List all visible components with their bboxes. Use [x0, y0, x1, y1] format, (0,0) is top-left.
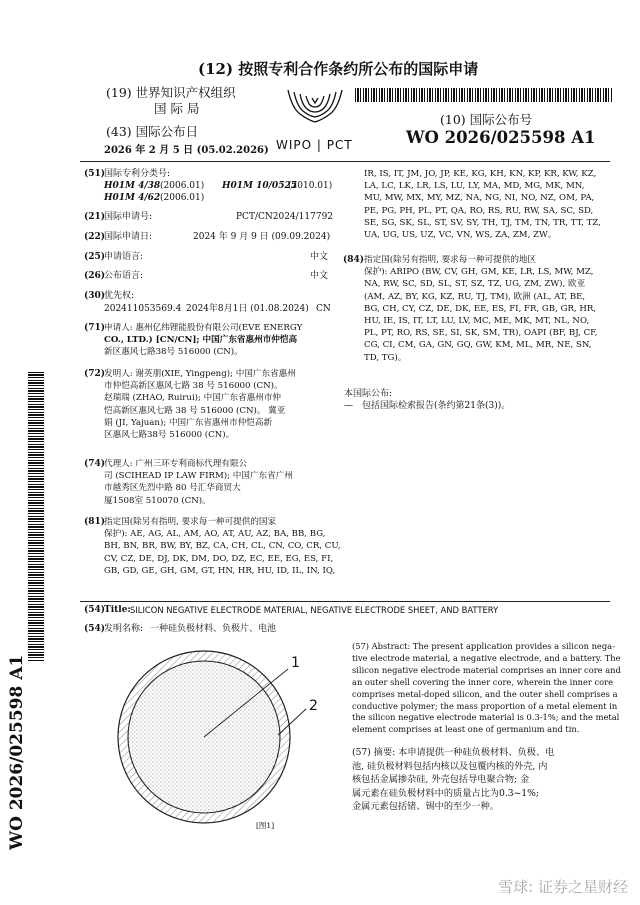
abstract-en-line-7: the silicon negative electrode material is 0.3-1%; and the metal [352, 712, 620, 723]
field-21-label: 国际申请号: [104, 212, 153, 222]
field-22-label: 国际申请日: [104, 232, 153, 242]
abstract-en-line-2: tive electrode material, a negative electrode, and a battery. The [352, 652, 621, 663]
agent-line-3: 市越秀区先烈中路 80 号汇华商贸大 [104, 483, 241, 494]
field-72-num: (72) [84, 369, 106, 379]
regional-line-1: 指定国(除另有指明, 要求每一种可提供的地区 [364, 255, 537, 265]
regional-line-8: CG, CI, CM, GA, GN, GQ, GW, KM, ML, MR, NE, SN, [364, 340, 592, 351]
abstract-cn-block [352, 746, 614, 814]
states-cont-line-4: PE, PG, PH, PL, PT, QA, RO, RS, RU, RW, SA, SC, SD, [364, 205, 594, 216]
field-30-label: 优先权: [104, 291, 135, 301]
inventor-line-1: 发明人: 谢英朋(XIE, Yingpeng); 中国广东省惠州 [104, 369, 296, 379]
regional-line-4: (AM, AZ, BY, KG, KZ, RU, TJ, TM), 欧洲 (AL, AT, BE, [364, 291, 586, 302]
wipo-pct-label: WIPO | PCT [276, 138, 353, 152]
states-cont-line-1: IR, IS, IT, JM, JO, JP, KE, KG, KH, KN, KP, KR, KW, KZ, [364, 169, 597, 179]
abstract-en-line-8: element comprises at least one of germanium and tin. [352, 724, 580, 735]
field-74-num: (74) [84, 459, 106, 469]
designated-states-block [104, 516, 339, 577]
organization-name: (19) 世界知识产权组织 [106, 85, 236, 100]
field-25-num: (25) [84, 252, 106, 262]
states-cont-line-6: UA, UG, US, UZ, VC, VN, WS, ZA, ZM, ZW。 [364, 230, 557, 241]
regional-line-2: 保护): ARIPO (BW, CV, GH, GM, KE, LR, LS, MW, MZ, [364, 267, 594, 278]
inventor-line-4: 恺高新区惠风七路 38 号 516000 (CN)。 冀亚 [104, 405, 286, 416]
field-81-num: (81) [84, 517, 106, 527]
header-divider [80, 161, 610, 162]
designated-states-line-3: BH, BN, BR, BW, BY, BZ, CA, CH, CL, CN, CO, CR, CU, [104, 541, 341, 552]
figure-label-2: 2 [309, 698, 318, 714]
title-en-label: Title: [104, 605, 131, 615]
states-cont-line-3: MU, MW, MX, MY, MZ, NA, NG, NI, NO, NZ, OM, PA, [364, 193, 595, 204]
field-21-value: PCT/CN2024/117792 [236, 212, 334, 222]
abstract-cn-line-2: 池, 硅负极材料包括内核以及包覆内核的外壳, 内 [352, 760, 548, 772]
designated-states-line-2: 保护): AE, AG, AL, AM, AO, AT, AU, AZ, BA, BB, BG, [104, 529, 326, 540]
regional-line-7: PL, PT, RO, RS, SE, SI, SK, SM, TR), OAPI (BF, BJ, CF, [364, 328, 598, 339]
organization-bureau: 国 际 局 [154, 101, 200, 116]
abstract-en-line-4: an outer shell covering the inner core, wherein the inner core [352, 676, 614, 687]
applicant-line-1: 申请人: 惠州亿纬锂能股份有限公司(EVE ENERGY [104, 323, 303, 333]
publication-info-label: 本国际公布: [344, 389, 393, 399]
regional-line-3: NA, RW, SC, SD, SL, ST, SZ, TZ, UG, ZM, ZW), 欧亚 [364, 279, 586, 290]
top-barcode [355, 88, 613, 102]
document-type-title: (12) 按照专利合作条约所公布的国际申请 [198, 60, 479, 78]
applicant-block [104, 322, 334, 359]
title-cn-label: 发明名称: [104, 624, 144, 634]
designated-states-line-4: CV, CZ, DE, DJ, DK, DM, DO, DZ, EC, EE, EG, ES, FI, [104, 553, 334, 564]
abstract-en-line-5: comprises metal-doped silicon, and the outer shell comprises a [352, 688, 618, 699]
applicant-line-3: 新区惠风七路38号 516000 (CN)。 [104, 347, 243, 358]
states-cont-line-2: LA, LC, LK, LR, LS, LU, LY, MA, MD, MG, MK, MN, [364, 181, 585, 192]
figure-caption: [图1] [256, 821, 275, 830]
abstract-cn-line-5: 金属元素包括锗、锡中的至少一种。 [352, 801, 499, 813]
field-26-num: (26) [84, 271, 106, 281]
ipc-year-3: (2006.01) [160, 193, 205, 203]
priority-date: 2024年8月1日 (01.08.2024) [186, 304, 309, 314]
ipc-code-3: H01M 4/62 [104, 193, 161, 203]
ipc-code-1: H01M 4/38 [104, 181, 161, 191]
abstract-en-line-6: conductive polymer; the mass proportion of a metal element in [352, 700, 618, 711]
abstract-en-line-1: (57) Abstract: The present application provides a silicon nega- [352, 641, 615, 651]
field-21-num: (21) [84, 212, 106, 222]
field-25-value: 中文 [310, 252, 329, 262]
publication-info-item: — 包括国际检索报告(条约第21条(3))。 [344, 401, 511, 411]
field-51-num: (51) [84, 169, 106, 179]
agent-line-4: 厦1508室 510070 (CN)。 [104, 495, 211, 506]
figure-label-1: 1 [291, 655, 300, 671]
regional-states-block [364, 254, 614, 364]
priority-country: CN [316, 304, 331, 314]
agent-block [104, 458, 334, 507]
publication-number-value: WO 2026/025598 A1 [406, 128, 596, 147]
title-cn-num: (54) [84, 624, 106, 634]
applicant-line-2: CO., LTD.) [CN/CN]; 中国广东省惠州市仲恺高 [104, 335, 298, 346]
side-barcode [28, 372, 44, 662]
inventor-line-5: 娟 (JI, Yajuan); 中国广东省惠州市仲恺高新 [104, 417, 273, 428]
inventor-block [104, 368, 334, 441]
publication-number-label: (10) 国际公布号 [440, 112, 533, 127]
abstract-en-block [352, 641, 621, 736]
states-cont-line-5: SE, SG, SK, SL, ST, SV, SY, TH, TJ, TM, TN, TR, TT, TZ, [364, 217, 601, 228]
agent-line-1: 代理人: 广州三环专利商标代理有限公 [104, 459, 248, 469]
field-30-num: (30) [84, 291, 106, 301]
figure-diagram [100, 645, 340, 830]
designated-states-continued [364, 168, 614, 241]
field-26-label: 公布语言: [104, 271, 144, 281]
agent-line-2: 司 (SCIHEAD IP LAW FIRM); 中国广东省广州 [104, 471, 293, 482]
ipc-year-1: (2006.01) [160, 181, 205, 191]
field-51-label: 国际专利分类号: [104, 169, 171, 179]
title-en-num: (54) [84, 605, 106, 615]
regional-line-5: BG, CH, CY, CZ, DE, DK, EE, ES, FI, FR, GB, GR, HR, [364, 303, 597, 314]
field-22-num: (22) [84, 232, 106, 242]
watermark: 雪球: 证券之星财经 [498, 878, 628, 896]
regional-line-9: TD, TG)。 [364, 352, 407, 363]
ipc-year-2: (2010.01) [288, 181, 333, 191]
designated-states-line-1: 指定国(除另有指明, 要求每一种可提供的国家 [104, 517, 277, 527]
title-cn-value: 一种硅负极材料、负极片、电池 [150, 624, 277, 634]
abstract-cn-line-3: 核包括金属掺杂硅, 外壳包括导电聚合物; 金 [352, 774, 530, 786]
designated-states-line-5: GB, GD, GE, GH, GM, GT, HN, HR, HU, ID, IL, IN, IQ, [104, 565, 336, 576]
field-26-value: 中文 [310, 271, 329, 281]
abstract-cn-line-4: 属元素在硅负极材料中的质量占比为0.3~1%; [352, 787, 539, 799]
title-divider [80, 601, 610, 602]
field-25-label: 申请语言: [104, 252, 144, 262]
ipc-code-2: H01M 10/0525 [222, 181, 297, 191]
publication-date-value: 2026 年 2 月 5 日 (05.02.2026) [104, 145, 269, 156]
wipo-logo-icon [278, 84, 352, 140]
inventor-line-6: 区惠风七路38号 516000 (CN)。 [104, 430, 235, 441]
abstract-cn-line-1: (57) 摘要: 本申请提供一种硅负极材料、负极、电 [352, 747, 555, 758]
regional-line-6: HU, IE, IS, IT, LT, LU, LV, MC, ME, MK, MT, NL, NO, [364, 316, 590, 327]
publication-date-label: (43) 国际公布日 [106, 124, 199, 139]
abstract-en-line-3: silicon negative electrode material comprises an inner core and [352, 664, 621, 675]
priority-number: 202411053569.4 [104, 304, 182, 314]
field-22-value: 2024 年 9 月 9 日 (09.09.2024) [193, 232, 331, 242]
inventor-line-2: 市仲恺高新区惠风七路 38 号 516000 (CN)。 [104, 381, 283, 392]
field-71-num: (71) [84, 323, 106, 333]
inventor-line-3: 赵瑞瑞 (ZHAO, Ruirui); 中国广东省惠州市仲 [104, 393, 282, 404]
title-en-value: SILICON NEGATIVE ELECTRODE MATERIAL, NEGATIVE ELECTRODE SHEET, AND BATTERY [130, 605, 499, 615]
side-publication-number: WO 2026/025598 A1 [7, 654, 27, 850]
field-84-num: (84) [343, 255, 365, 265]
